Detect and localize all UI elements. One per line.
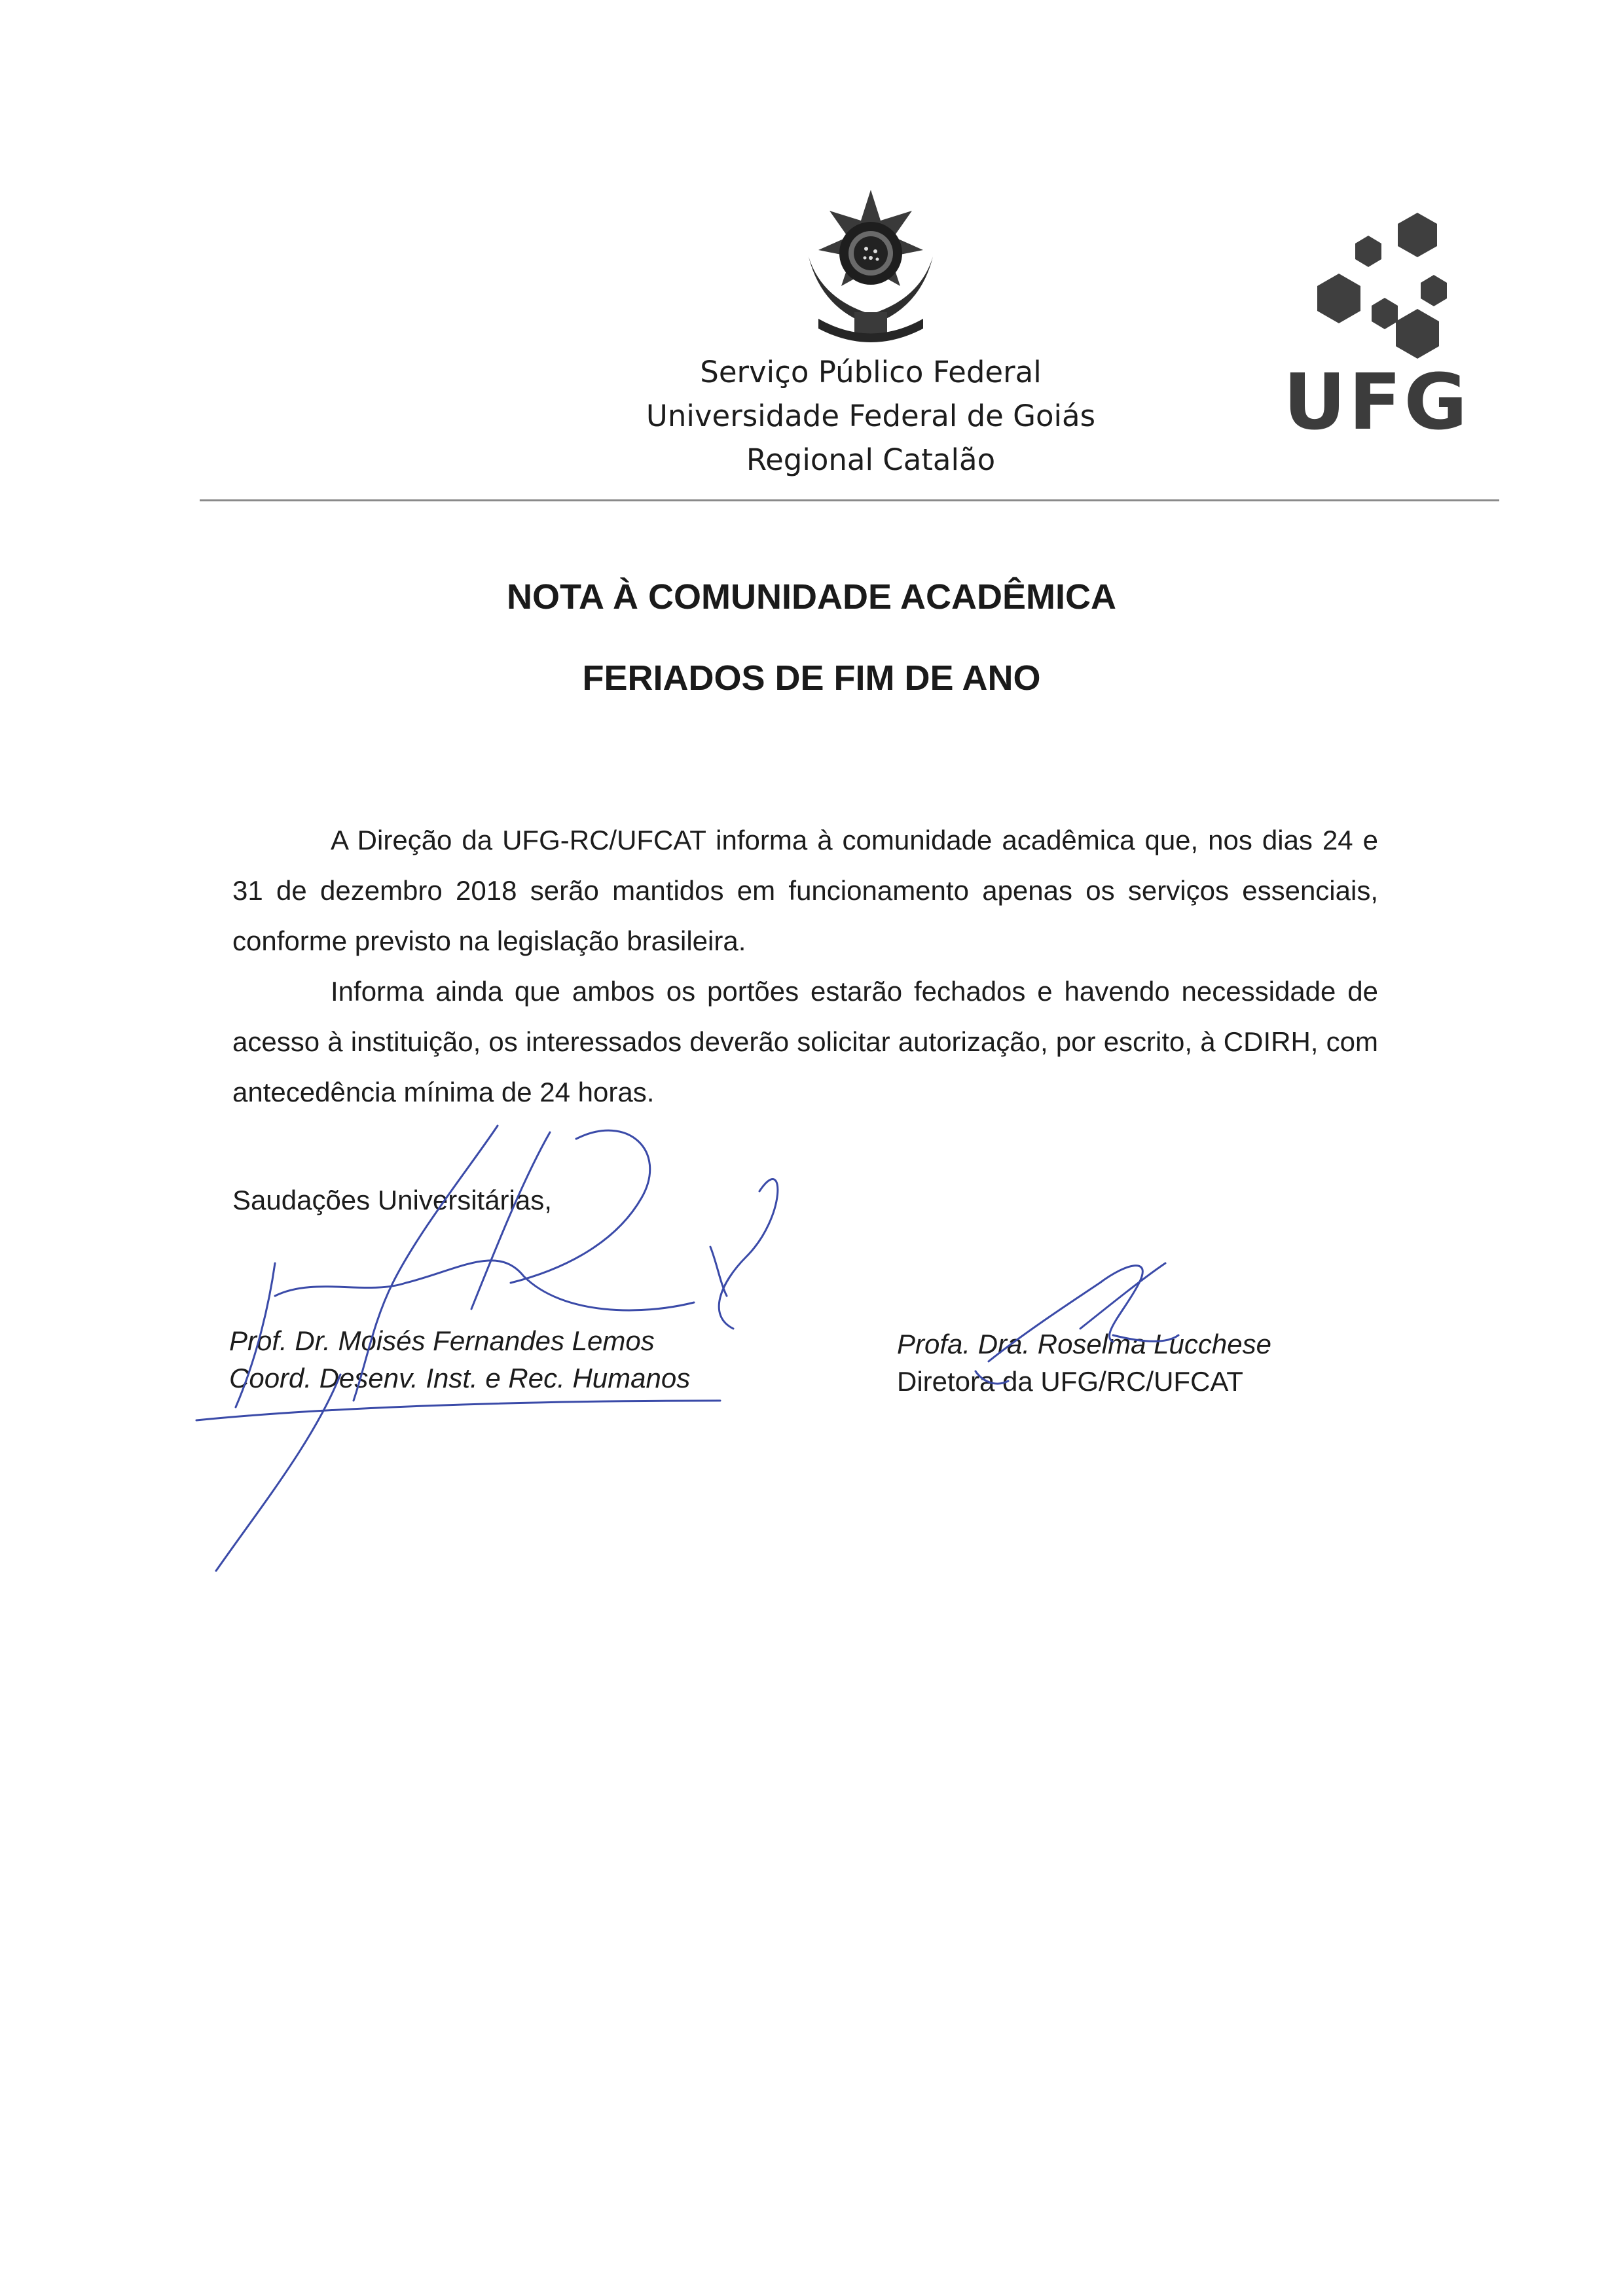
right-signature-stroke-2 <box>1080 1263 1165 1329</box>
ufg-logo-text: UFG <box>1283 357 1470 447</box>
left-signature-stroke-2 <box>471 1132 550 1309</box>
left-signature-stroke-9 <box>710 1247 727 1296</box>
coat-of-arms-icon <box>782 185 959 361</box>
left-signature-stroke-6 <box>196 1401 720 1420</box>
header-divider <box>200 499 1499 501</box>
header-line-regional: Regional Catalão <box>746 442 996 477</box>
body-paragraph-2: Informa ainda que ambos os portões estarão fechados e havendo necessidade de acesso à instituição, os interessados deverão solicitar autorização, por escrito, à CDIRH, com antecedência mínima de 24 horas. <box>232 976 1378 1107</box>
left-signature-stroke-8 <box>216 1374 340 1571</box>
document-title: NOTA À COMUNIDADE ACADÊMICA <box>507 577 1116 617</box>
document-titles <box>0 556 1623 719</box>
left-signature-stroke-4 <box>275 1261 694 1310</box>
document-subtitle: FERIADOS DE FIM DE ANO <box>582 658 1041 698</box>
left-signature-stroke-5 <box>719 1179 778 1329</box>
signature-block-right <box>897 1325 1271 1400</box>
body-paragraph-1: A Direção da UFG-RC/UFCAT informa à comunidade acadêmica que, nos dias 24 e 31 de dezembro 2018 serão mantidos em funcionamento apenas os serviços essenciais, conforme previsto na legislação brasileira. <box>232 825 1378 956</box>
document-body <box>232 815 1378 1117</box>
header-line-university: Universidade Federal de Goiás <box>646 399 1096 433</box>
closing-greeting: Saudações Universitárias, <box>232 1185 552 1215</box>
header-line-public-service: Serviço Público Federal <box>700 355 1042 389</box>
signatory-right-role: Diretora da UFG/RC/UFCAT <box>897 1366 1243 1397</box>
institution-header <box>511 350 1231 482</box>
signatory-left-role: Coord. Desenv. Inst. e Rec. Humanos <box>229 1363 691 1393</box>
signature-block-left <box>229 1322 690 1397</box>
signatory-right-name: Profa. Dra. Roselma Lucchese <box>897 1329 1271 1359</box>
signatory-left-name: Prof. Dr. Moisés Fernandes Lemos <box>229 1325 655 1356</box>
